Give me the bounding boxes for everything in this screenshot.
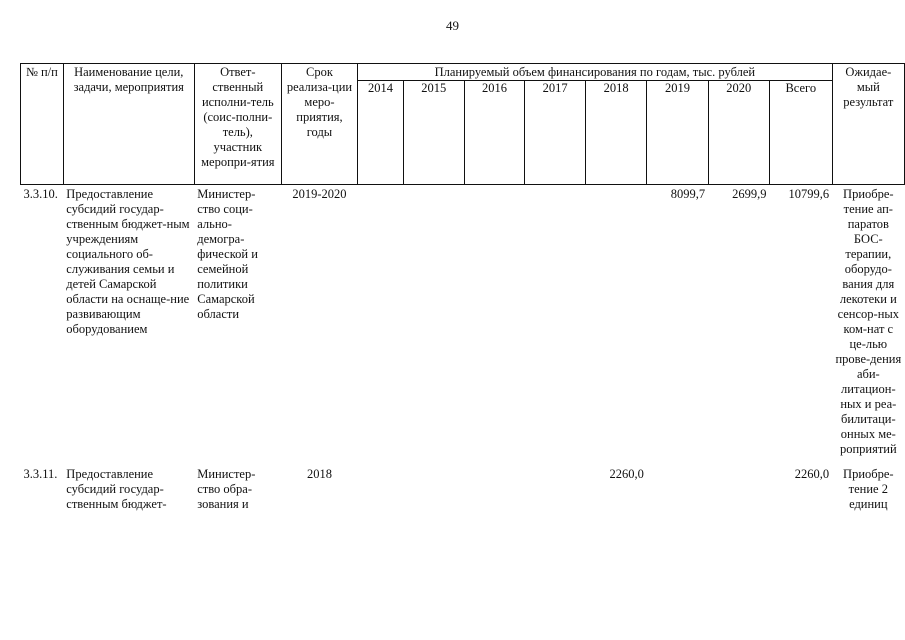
page-number: 49 <box>446 18 459 33</box>
value-2016 <box>464 185 525 466</box>
value-2014 <box>358 465 404 527</box>
header-year-2018: 2018 <box>586 81 647 185</box>
value-2017 <box>525 185 586 466</box>
header-year-2016: 2016 <box>464 81 525 185</box>
measure-name: Предоставление субсидий государ-ственным бюджет-ным учреждениям социального об-служивания семьи и детей Самарской области на оснаще-ние развивающим оборудованием <box>66 187 190 336</box>
financing-table <box>20 63 905 527</box>
value-2015 <box>403 465 464 527</box>
value-2020: 2699,9 <box>732 187 767 201</box>
header-year-2020: 2020 <box>708 81 769 185</box>
header-term: Срок реализа-ции меро-приятия, годы <box>281 64 357 185</box>
value-2018: 2260,0 <box>609 467 644 481</box>
header-name: Наименование цели, задачи, мероприятия <box>63 64 194 185</box>
executor: Министер-ство обра-зования и <box>197 467 256 511</box>
executor: Министер-ство соци-ально-демогра-фической и семейной политики Самарской области <box>197 187 258 321</box>
table-row <box>21 185 905 466</box>
header-funding: Планируемый объем финансирования по годам, тыс. рублей <box>358 64 833 81</box>
expected-result: Приобре-тение 2 единиц <box>843 467 894 511</box>
value-2014 <box>358 185 404 466</box>
value-2016 <box>464 465 525 527</box>
value-total: 2260,0 <box>794 467 830 481</box>
term: 2019-2020 <box>292 187 347 201</box>
header-year-2019: 2019 <box>647 81 708 185</box>
measure-name: Предоставление субсидий государ-ственным бюджет- <box>66 467 167 511</box>
term: 2018 <box>306 467 332 481</box>
row-number: 3.3.10. <box>23 187 58 201</box>
header-num: № п/п <box>21 64 64 185</box>
header-result: Ожидае-мый результат <box>832 64 904 185</box>
header-executor: Ответ-ственный исполни-тель (соис-полни-тель), участник меропри-ятия <box>194 64 281 185</box>
value-2019: 8099,7 <box>670 187 706 201</box>
table-row <box>21 465 905 527</box>
header-year-2017: 2017 <box>525 81 586 185</box>
expected-result: Приобре-тение ап-паратов БОС-терапии, оборудо-вания для лекотеки и сенсор-ных ком-нат с це-лью прове-дения аби-литацион-ных и реа-билитаци-онных ме-роприятий <box>835 187 902 456</box>
header-total: Всего <box>769 81 832 185</box>
header-year-2015: 2015 <box>403 81 464 185</box>
value-2020 <box>708 465 769 527</box>
header-year-2014: 2014 <box>358 81 404 185</box>
value-2015 <box>403 185 464 466</box>
row-number: 3.3.11. <box>23 467 58 481</box>
value-2017 <box>525 465 586 527</box>
value-2019 <box>647 465 708 527</box>
value-2018 <box>586 185 647 466</box>
value-total: 10799,6 <box>788 187 830 201</box>
